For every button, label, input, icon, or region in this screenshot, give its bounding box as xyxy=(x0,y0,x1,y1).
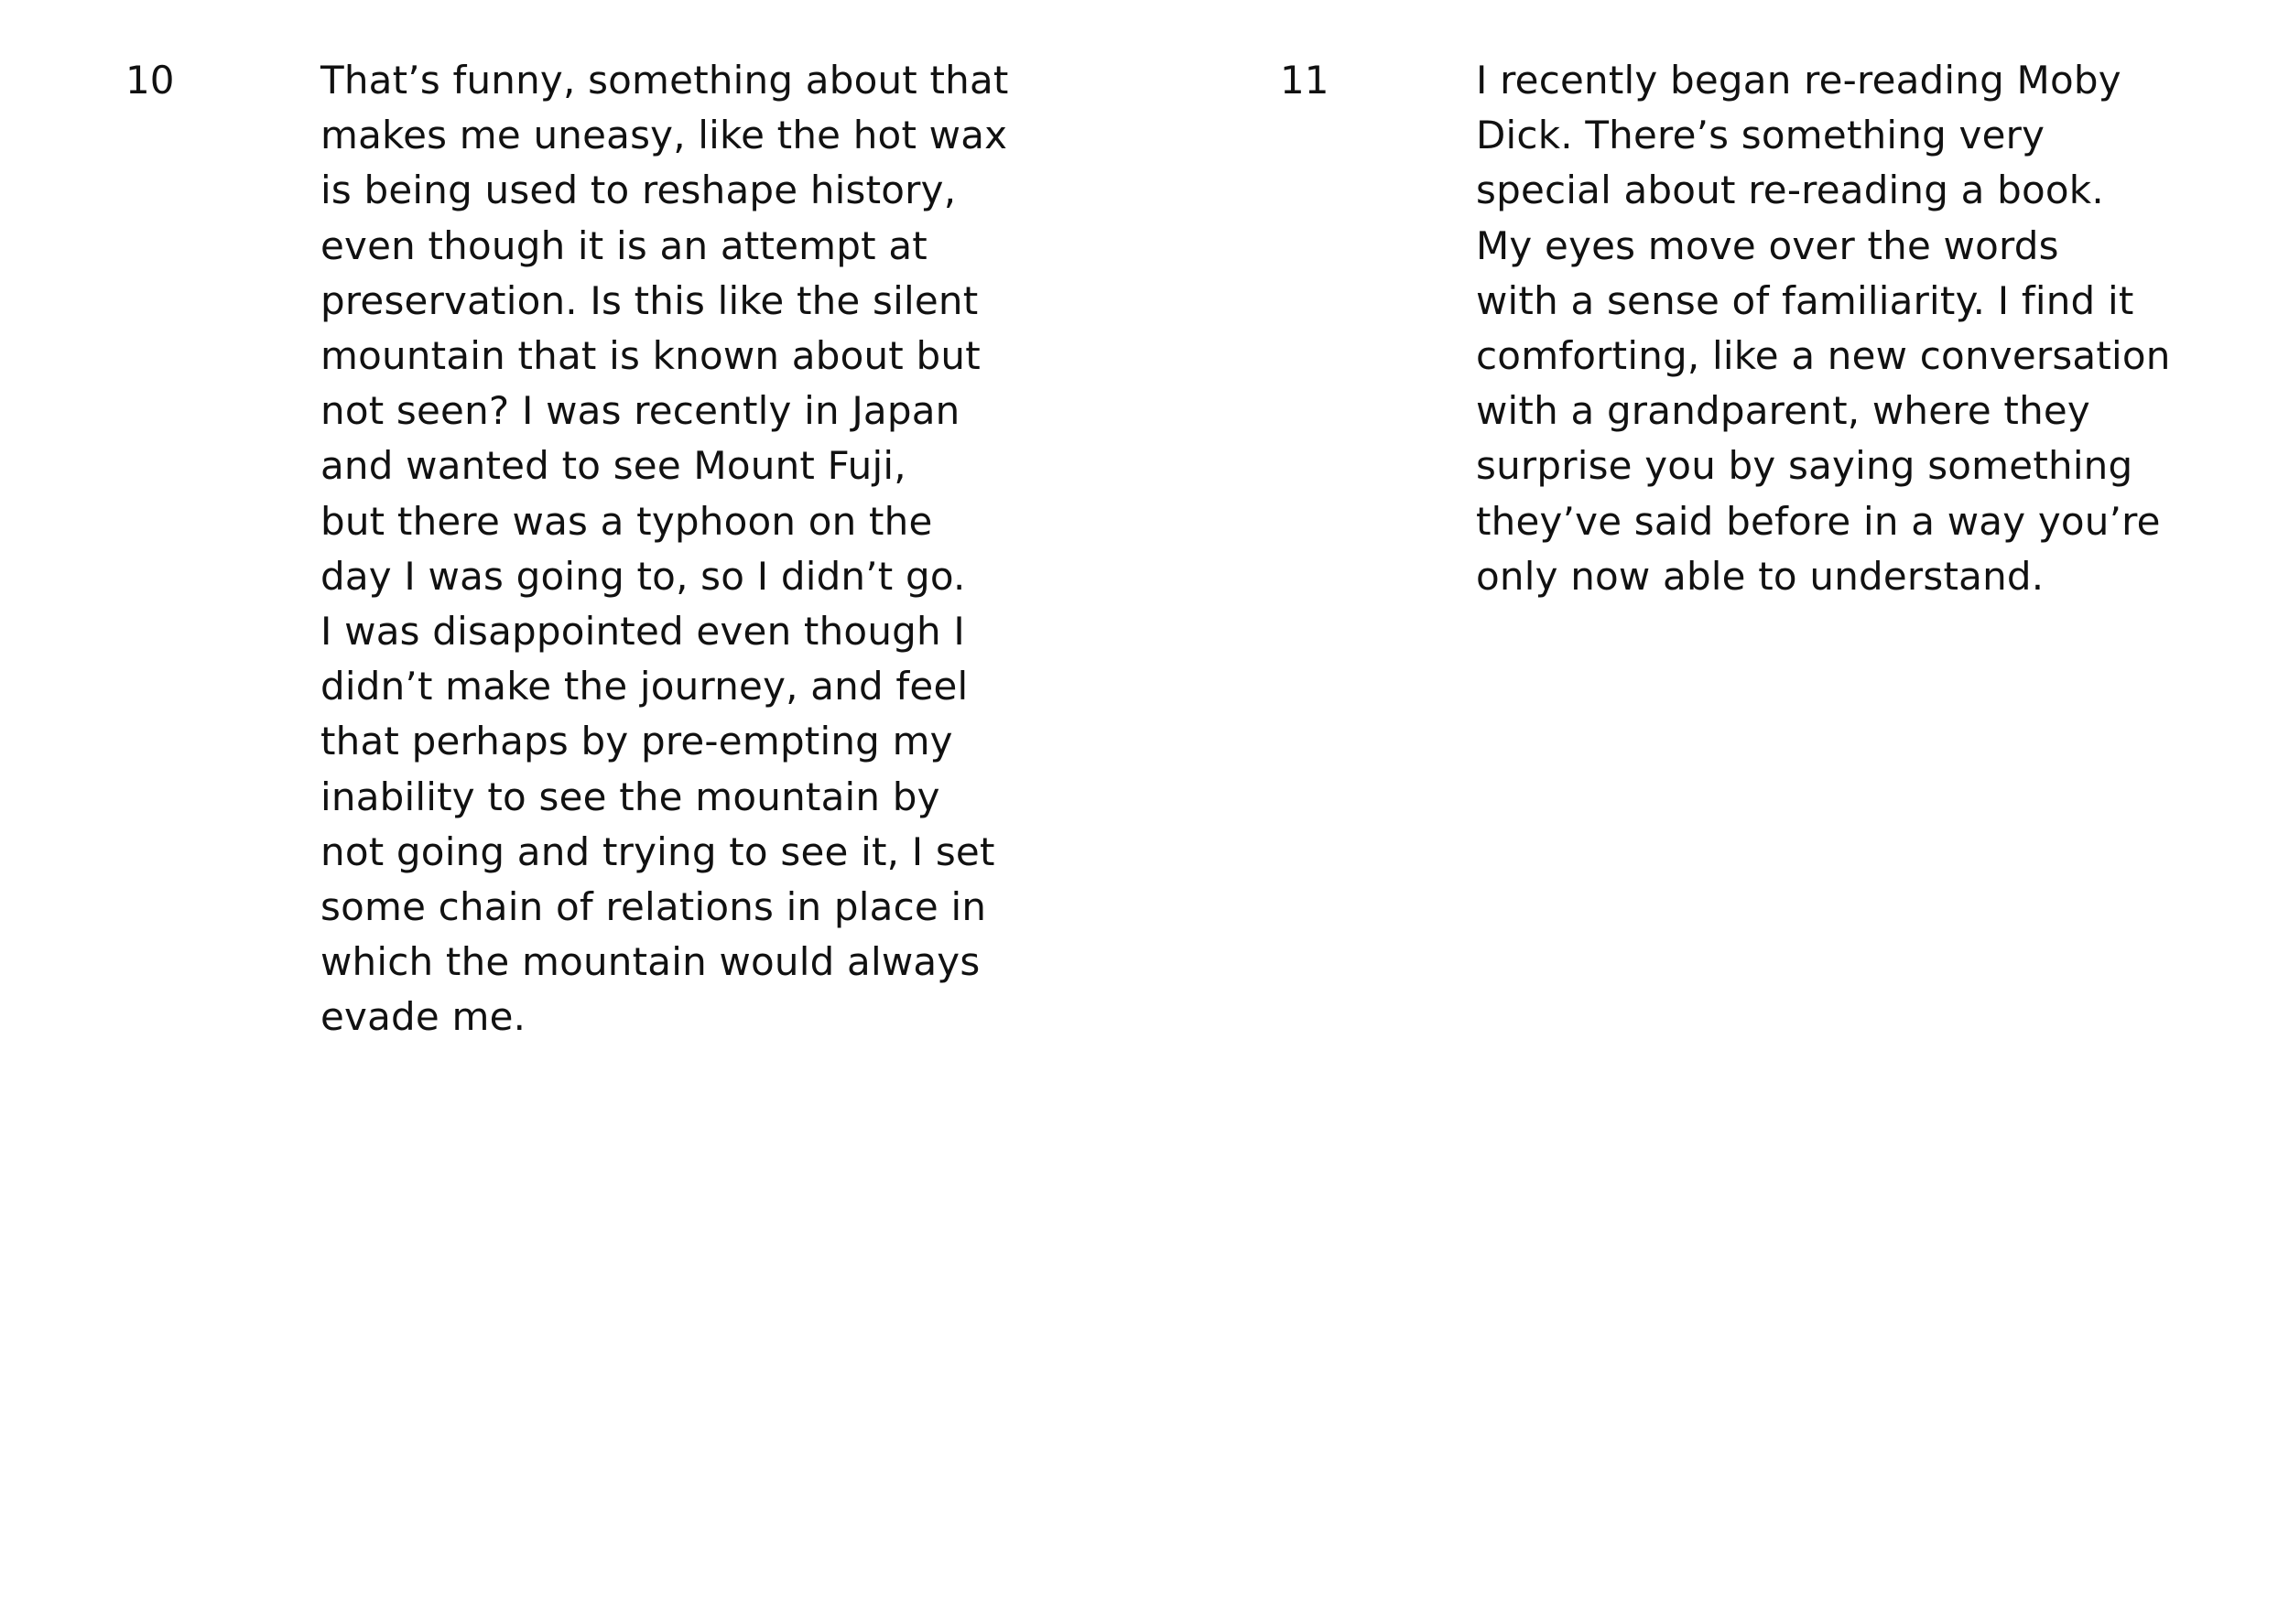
text-line: only now able to understand. xyxy=(1476,553,2045,599)
text-line: comforting, like a new conversation xyxy=(1476,333,2171,379)
text-line: didn’t make the journey, and feel xyxy=(320,664,969,709)
text-line: evade me. xyxy=(320,994,526,1040)
text-line: day I was going to, so I didn’t go. xyxy=(320,553,966,599)
page-number-left: 10 xyxy=(125,58,175,103)
text-line: and wanted to see Mount Fuji, xyxy=(320,443,906,489)
text-line: they’ve said before in a way you’re xyxy=(1476,498,2161,544)
text-line: makes me uneasy, like the hot wax xyxy=(320,113,1008,158)
left-page-text xyxy=(320,53,1044,1045)
text-line: not seen? I was recently in Japan xyxy=(320,388,960,434)
right-page-text xyxy=(1476,53,2227,604)
text-line: is being used to reshape history, xyxy=(320,168,957,213)
text-line: My eyes move over the words xyxy=(1476,222,2059,268)
text-line: even though it is an attempt at xyxy=(320,222,928,268)
text-line: I recently began re-reading Moby xyxy=(1476,58,2121,103)
text-line: some chain of relations in place in xyxy=(320,884,987,930)
text-line: which the mountain would always xyxy=(320,939,981,985)
page-number-right: 11 xyxy=(1280,58,1329,103)
text-line: special about re-reading a book. xyxy=(1476,168,2104,213)
text-line: surprise you by saying something xyxy=(1476,443,2133,489)
text-line: with a grandparent, where they xyxy=(1476,388,2090,434)
text-line: that perhaps by pre-empting my xyxy=(320,719,953,764)
text-line: not going and trying to see it, I set xyxy=(320,828,995,874)
text-line: mountain that is known about but xyxy=(320,333,981,379)
text-line: but there was a typhoon on the xyxy=(320,498,933,544)
text-line: inability to see the mountain by xyxy=(320,774,940,819)
text-line: That’s funny, something about that xyxy=(320,58,1009,103)
text-line: Dick. There’s something very xyxy=(1476,113,2045,158)
text-line: with a sense of familiarity. I find it xyxy=(1476,277,2134,323)
text-line: I was disappointed even though I xyxy=(320,609,965,655)
text-line: preservation. Is this like the silent xyxy=(320,277,979,323)
